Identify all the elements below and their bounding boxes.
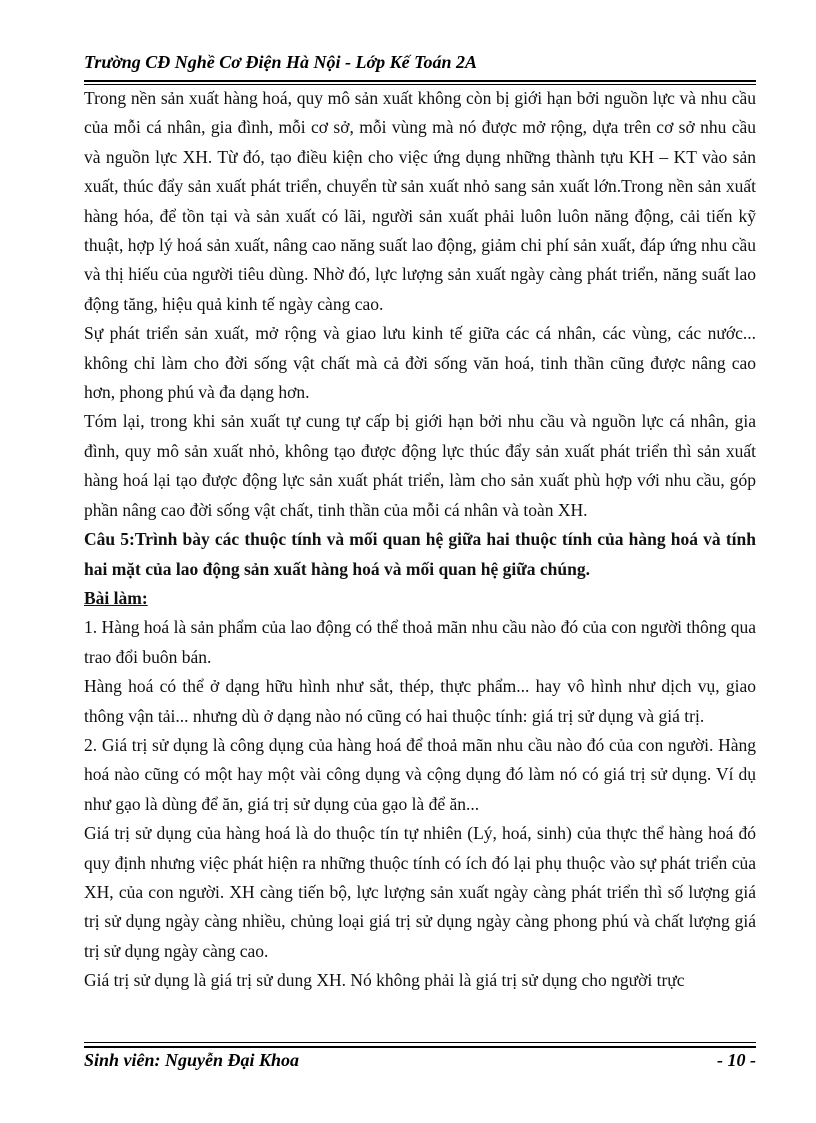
paragraph-7: Giá trị sử dụng của hàng hoá là do thuộc tín tự nhiên (Lý, hoá, sinh) của thực thể hàng hoá đó quy định nhưng việc phát hiện ra những thuộc tính có ích đó lại phụ thuộc vào sự phát triển của XH, của con người. XH càng tiến bộ, lực lượng sản xuất ngày càng phát triển thì số lượng giá trị sử dụng ngày càng nhiều, chủng loại giá trị sử dụng ngày càng phong phú và chất lượng giá trị sử dụng ngày càng cao. bbox=[84, 823, 756, 961]
paragraph-3: Tóm lại, trong khi sản xuất tự cung tự cấp bị giới hạn bởi nhu cầu và nguồn lực cá nhân, gia đình, quy mô sản xuất nhỏ, không tạo được động lực thúc đẩy sản xuất phát triển thì sản xuất hàng hoá lại tạo được động lực sản xuất phát triển, làm cho sản xuất phù hợp với nhu cầu, góp phần nâng cao đời sống vật chất, tinh thần của mỗi cá nhân và toàn XH. bbox=[84, 411, 756, 520]
footer-student-name: Sinh viên: Nguyễn Đại Khoa bbox=[84, 1050, 300, 1070]
paragraph-8: Giá trị sử dụng là giá trị sử dung XH. Nó không phải là giá trị sử dụng cho người trực bbox=[84, 970, 685, 991]
footer-divider-thin bbox=[84, 1042, 756, 1043]
page-header-title: Trường CĐ Nghề Cơ Điện Hà Nội - Lớp Kế Toán 2A bbox=[84, 52, 477, 72]
document-body bbox=[84, 84, 756, 996]
footer-divider bbox=[84, 1046, 756, 1048]
header-divider bbox=[84, 80, 756, 82]
question-heading: Câu 5:Trình bày các thuộc tính và mối quan hệ giữa hai thuộc tính của hàng hoá và tính hai mặt của lao động sản xuất hàng hoá và mối quan hệ giữa chúng. bbox=[84, 529, 756, 579]
answer-heading: Bài làm: bbox=[84, 587, 148, 608]
paragraph-6: 2. Giá trị sử dụng là công dụng của hàng hoá để thoả mãn nhu cầu nào đó của con người. Hàng hoá nào cũng có một hay một vài công dụng và cộng dụng đó làm nó có giá trị sử dụng. Ví dụ như gạo là dùng để ăn, giá trị sử dụng của gạo là để ăn... bbox=[84, 734, 756, 814]
paragraph-5: Hàng hoá có thể ở dạng hữu hình như sắt, thép, thực phẩm... hay vô hình như dịch vụ, giao thông vận tải... nhưng dù ở dạng nào nó cũng có hai thuộc tính: giá trị sử dụng và giá trị. bbox=[84, 676, 756, 726]
footer-page-number: - 10 - bbox=[717, 1050, 756, 1070]
paragraph-1: Trong nền sản xuất hàng hoá, quy mô sản xuất không còn bị giới hạn bởi nguồn lực và nhu cầu của mỗi cá nhân, gia đình, mỗi cơ sở, mỗi vùng mà nó được mở rộng, dựa trên cơ sở nhu cầu và nguồn lực XH. Từ đó, tạo điều kiện cho việc ứng dụng những thành tựu KH – KT vào sản xuất, thúc đẩy sản xuất phát triển, chuyển từ sản xuất nhỏ sang sản xuất lớn.Trong nền sản xuất hàng hóa, để tồn tại và sản xuất có lãi, người sản xuất phải luôn luôn năng động, cải tiến kỹ thuật, hợp lý hoá sản xuất, nâng cao năng suất lao động, giảm chi phí sản xuất, đáp ứng nhu cầu và thị hiếu của người tiêu dùng. Nhờ đó, lực lượng sản xuất ngày càng phát triển, năng suất lao động tăng, hiệu quả kinh tế ngày càng cao. bbox=[84, 88, 756, 314]
paragraph-2: Sự phát triển sản xuất, mở rộng và giao lưu kinh tế giữa các cá nhân, các vùng, các nước... không chỉ làm cho đời sống vật chất mà cả đời sống văn hoá, tinh thần cũng được nâng cao hơn, phong phú và đa dạng hơn. bbox=[84, 323, 756, 403]
paragraph-4: 1. Hàng hoá là sản phẩm của lao động có thể thoả mãn nhu cầu nào đó của con người thông qua trao đổi buôn bán. bbox=[84, 617, 756, 667]
